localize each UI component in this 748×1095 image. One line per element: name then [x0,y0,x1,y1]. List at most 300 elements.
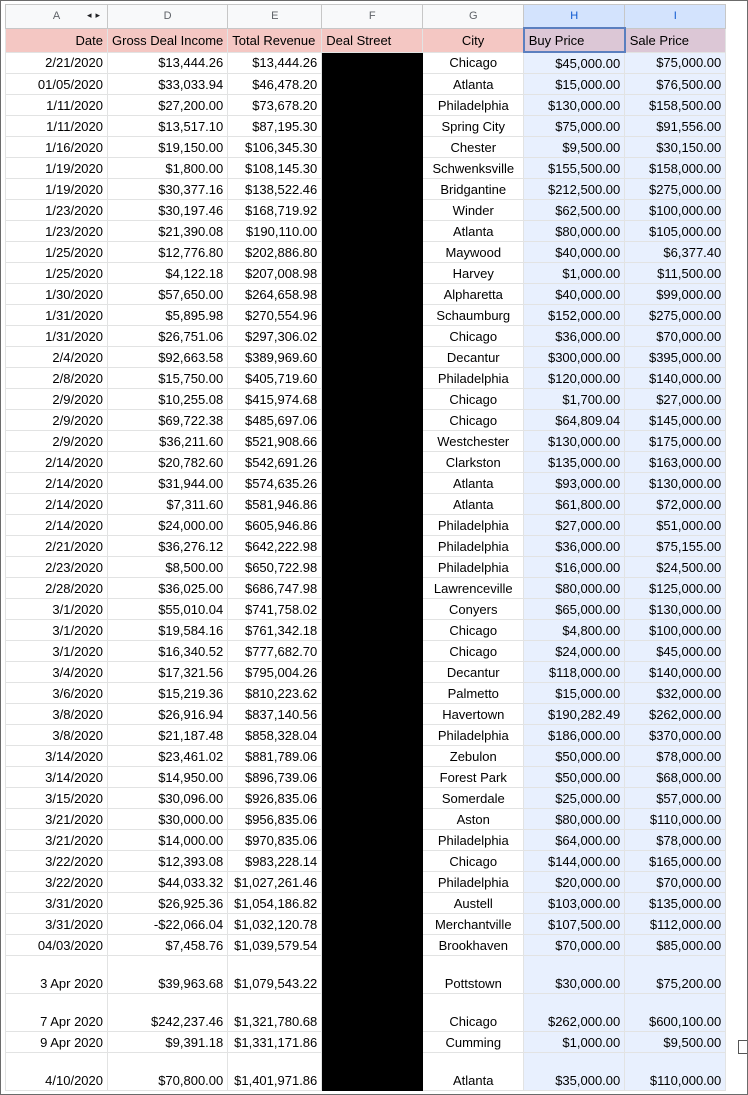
date-cell[interactable]: 2/14/2020 [6,494,108,515]
sale-price-cell[interactable]: $70,000.00 [625,326,726,347]
date-cell[interactable]: 1/11/2020 [6,116,108,137]
sale-price-cell[interactable]: $78,000.00 [625,830,726,851]
date-cell[interactable]: 3/6/2020 [6,683,108,704]
city-cell[interactable]: Atlanta [423,1053,524,1091]
buy-price-cell[interactable]: $15,000.00 [524,74,625,95]
redacted-deal-street-cell[interactable] [322,935,423,956]
redacted-deal-street-cell[interactable] [322,74,423,95]
buy-price-cell[interactable]: $186,000.00 [524,725,625,746]
sale-price-cell[interactable]: $51,000.00 [625,515,726,536]
date-cell[interactable]: 2/8/2020 [6,368,108,389]
total-revenue-cell[interactable]: $795,004.26 [228,662,322,683]
buy-price-cell[interactable]: $64,809.04 [524,410,625,431]
total-revenue-cell[interactable]: $605,946.86 [228,515,322,536]
total-revenue-cell[interactable]: $202,886.80 [228,242,322,263]
city-cell[interactable]: Atlanta [423,74,524,95]
total-revenue-cell[interactable]: $46,478.20 [228,74,322,95]
redacted-deal-street-cell[interactable] [322,620,423,641]
city-cell[interactable]: Chicago [423,994,524,1032]
gross-deal-income-cell[interactable]: $1,800.00 [108,158,228,179]
redacted-deal-street-cell[interactable] [322,515,423,536]
sale-price-cell[interactable]: $72,000.00 [625,494,726,515]
gross-deal-income-cell[interactable]: $23,461.02 [108,746,228,767]
total-revenue-cell[interactable]: $686,747.98 [228,578,322,599]
buy-price-cell[interactable]: $40,000.00 [524,284,625,305]
sale-price-cell[interactable]: $140,000.00 [625,662,726,683]
date-cell[interactable]: 1/31/2020 [6,326,108,347]
header-deal-street[interactable]: Deal Street [322,28,423,52]
city-cell[interactable]: Lawrenceville [423,578,524,599]
gross-deal-income-cell[interactable]: $26,925.36 [108,893,228,914]
date-cell[interactable]: 9 Apr 2020 [6,1032,108,1053]
date-cell[interactable]: 3/1/2020 [6,641,108,662]
column-header-g[interactable]: G [423,5,524,29]
date-cell[interactable]: 1/23/2020 [6,200,108,221]
redacted-deal-street-cell[interactable] [322,893,423,914]
redacted-deal-street-cell[interactable] [322,830,423,851]
buy-price-cell[interactable]: $1,000.00 [524,1032,625,1053]
buy-price-cell[interactable]: $103,000.00 [524,893,625,914]
total-revenue-cell[interactable]: $1,321,780.68 [228,994,322,1032]
sale-price-cell[interactable]: $11,500.00 [625,263,726,284]
gross-deal-income-cell[interactable]: $30,377.16 [108,179,228,200]
redacted-deal-street-cell[interactable] [322,452,423,473]
gross-deal-income-cell[interactable]: $21,187.48 [108,725,228,746]
date-cell[interactable]: 2/14/2020 [6,515,108,536]
total-revenue-cell[interactable]: $983,228.14 [228,851,322,872]
buy-price-cell[interactable]: $130,000.00 [524,95,625,116]
buy-price-cell[interactable]: $70,000.00 [524,935,625,956]
header-gross-deal-income[interactable]: Gross Deal Income [108,28,228,52]
total-revenue-cell[interactable]: $1,032,120.78 [228,914,322,935]
buy-price-cell[interactable]: $15,000.00 [524,683,625,704]
gross-deal-income-cell[interactable]: $30,096.00 [108,788,228,809]
redacted-deal-street-cell[interactable] [322,704,423,725]
date-cell[interactable]: 2/4/2020 [6,347,108,368]
gross-deal-income-cell[interactable]: $19,150.00 [108,137,228,158]
city-cell[interactable]: Somerdale [423,788,524,809]
city-cell[interactable]: Chicago [423,52,524,74]
gross-deal-income-cell[interactable]: $16,340.52 [108,641,228,662]
redacted-deal-street-cell[interactable] [322,284,423,305]
column-header-h[interactable]: H [524,5,625,29]
redacted-deal-street-cell[interactable] [322,1032,423,1053]
gross-deal-income-cell[interactable]: $70,800.00 [108,1053,228,1091]
city-cell[interactable]: Zebulon [423,746,524,767]
gross-deal-income-cell[interactable]: $9,391.18 [108,1032,228,1053]
gross-deal-income-cell[interactable]: $20,782.60 [108,452,228,473]
date-cell[interactable]: 1/16/2020 [6,137,108,158]
total-revenue-cell[interactable]: $1,054,186.82 [228,893,322,914]
total-revenue-cell[interactable]: $13,444.26 [228,52,322,74]
gross-deal-income-cell[interactable]: $36,025.00 [108,578,228,599]
date-cell[interactable]: 04/03/2020 [6,935,108,956]
gross-deal-income-cell[interactable]: $5,895.98 [108,305,228,326]
date-cell[interactable]: 1/19/2020 [6,179,108,200]
redacted-deal-street-cell[interactable] [322,641,423,662]
redacted-deal-street-cell[interactable] [322,851,423,872]
date-cell[interactable]: 3/14/2020 [6,767,108,788]
buy-price-cell[interactable]: $35,000.00 [524,1053,625,1091]
date-cell[interactable]: 3/1/2020 [6,620,108,641]
buy-price-cell[interactable]: $50,000.00 [524,767,625,788]
redacted-deal-street-cell[interactable] [322,389,423,410]
sale-price-cell[interactable]: $140,000.00 [625,368,726,389]
header-sale-price[interactable]: Sale Price [625,28,726,52]
city-cell[interactable]: Philadelphia [423,557,524,578]
gross-deal-income-cell[interactable]: $7,458.76 [108,935,228,956]
buy-price-cell[interactable]: $80,000.00 [524,221,625,242]
date-cell[interactable]: 2/9/2020 [6,431,108,452]
sale-price-cell[interactable]: $6,377.40 [625,242,726,263]
city-cell[interactable]: Chester [423,137,524,158]
redacted-deal-street-cell[interactable] [322,557,423,578]
column-header-f[interactable]: F [322,5,423,29]
city-cell[interactable]: Bridgantine [423,179,524,200]
buy-price-cell[interactable]: $190,282.49 [524,704,625,725]
gross-deal-income-cell[interactable]: $30,197.46 [108,200,228,221]
column-header-i[interactable]: I [625,5,726,29]
city-cell[interactable]: Austell [423,893,524,914]
redacted-deal-street-cell[interactable] [322,914,423,935]
city-cell[interactable]: Merchantville [423,914,524,935]
buy-price-cell[interactable]: $20,000.00 [524,872,625,893]
redacted-deal-street-cell[interactable] [322,221,423,242]
redacted-deal-street-cell[interactable] [322,347,423,368]
total-revenue-cell[interactable]: $207,008.98 [228,263,322,284]
gross-deal-income-cell[interactable]: -$22,066.04 [108,914,228,935]
date-cell[interactable]: 2/9/2020 [6,389,108,410]
total-revenue-cell[interactable]: $168,719.92 [228,200,322,221]
redacted-deal-street-cell[interactable] [322,305,423,326]
total-revenue-cell[interactable]: $1,079,543.22 [228,956,322,994]
buy-price-cell[interactable]: $61,800.00 [524,494,625,515]
buy-price-cell[interactable]: $16,000.00 [524,557,625,578]
gross-deal-income-cell[interactable]: $36,211.60 [108,431,228,452]
gross-deal-income-cell[interactable]: $14,950.00 [108,767,228,788]
date-cell[interactable]: 3/21/2020 [6,830,108,851]
city-cell[interactable]: Atlanta [423,221,524,242]
sale-price-cell[interactable]: $9,500.00 [625,1032,726,1053]
total-revenue-cell[interactable]: $485,697.06 [228,410,322,431]
gross-deal-income-cell[interactable]: $12,776.80 [108,242,228,263]
city-cell[interactable]: Chicago [423,389,524,410]
sale-price-cell[interactable]: $110,000.00 [625,1053,726,1091]
gross-deal-income-cell[interactable]: $4,122.18 [108,263,228,284]
city-cell[interactable]: Philadelphia [423,830,524,851]
total-revenue-cell[interactable]: $521,908.66 [228,431,322,452]
total-revenue-cell[interactable]: $761,342.18 [228,620,322,641]
sale-price-cell[interactable]: $112,000.00 [625,914,726,935]
total-revenue-cell[interactable]: $650,722.98 [228,557,322,578]
sale-price-cell[interactable]: $70,000.00 [625,872,726,893]
side-panel-toggle-icon[interactable] [738,1040,747,1054]
date-cell[interactable]: 3/21/2020 [6,809,108,830]
buy-price-cell[interactable]: $27,000.00 [524,515,625,536]
total-revenue-cell[interactable]: $642,222.98 [228,536,322,557]
gross-deal-income-cell[interactable]: $14,000.00 [108,830,228,851]
city-cell[interactable]: Philadelphia [423,515,524,536]
sale-price-cell[interactable]: $158,500.00 [625,95,726,116]
total-revenue-cell[interactable]: $810,223.62 [228,683,322,704]
total-revenue-cell[interactable]: $138,522.46 [228,179,322,200]
buy-price-cell[interactable]: $262,000.00 [524,994,625,1032]
total-revenue-cell[interactable]: $777,682.70 [228,641,322,662]
redacted-deal-street-cell[interactable] [322,263,423,284]
city-cell[interactable]: Pottstown [423,956,524,994]
gross-deal-income-cell[interactable]: $69,722.38 [108,410,228,431]
gross-deal-income-cell[interactable]: $26,916.94 [108,704,228,725]
sale-price-cell[interactable]: $75,155.00 [625,536,726,557]
sale-price-cell[interactable]: $275,000.00 [625,179,726,200]
city-cell[interactable]: Decantur [423,347,524,368]
buy-price-cell[interactable]: $36,000.00 [524,326,625,347]
buy-price-cell[interactable]: $130,000.00 [524,431,625,452]
gross-deal-income-cell[interactable]: $57,650.00 [108,284,228,305]
redacted-deal-street-cell[interactable] [322,683,423,704]
date-cell[interactable]: 01/05/2020 [6,74,108,95]
gross-deal-income-cell[interactable]: $15,750.00 [108,368,228,389]
header-date[interactable]: Date [6,28,108,52]
total-revenue-cell[interactable]: $574,635.26 [228,473,322,494]
gross-deal-income-cell[interactable]: $15,219.36 [108,683,228,704]
redacted-deal-street-cell[interactable] [322,956,423,994]
city-cell[interactable]: Westchester [423,431,524,452]
total-revenue-cell[interactable]: $190,110.00 [228,221,322,242]
total-revenue-cell[interactable]: $389,969.60 [228,347,322,368]
redacted-deal-street-cell[interactable] [322,746,423,767]
redacted-deal-street-cell[interactable] [322,1053,423,1091]
date-cell[interactable]: 2/28/2020 [6,578,108,599]
gross-deal-income-cell[interactable]: $21,390.08 [108,221,228,242]
redacted-deal-street-cell[interactable] [322,578,423,599]
sale-price-cell[interactable]: $130,000.00 [625,599,726,620]
city-cell[interactable]: Chicago [423,410,524,431]
buy-price-cell[interactable]: $62,500.00 [524,200,625,221]
city-cell[interactable]: Conyers [423,599,524,620]
city-cell[interactable]: Philadelphia [423,872,524,893]
redacted-deal-street-cell[interactable] [322,137,423,158]
total-revenue-cell[interactable]: $542,691.26 [228,452,322,473]
column-header-d[interactable]: D [108,5,228,29]
date-cell[interactable]: 1/11/2020 [6,95,108,116]
redacted-deal-street-cell[interactable] [322,494,423,515]
date-cell[interactable]: 3/8/2020 [6,725,108,746]
sale-price-cell[interactable]: $175,000.00 [625,431,726,452]
buy-price-cell[interactable]: $93,000.00 [524,473,625,494]
date-cell[interactable]: 3/14/2020 [6,746,108,767]
buy-price-cell[interactable]: $120,000.00 [524,368,625,389]
sale-price-cell[interactable]: $91,556.00 [625,116,726,137]
sale-price-cell[interactable]: $99,000.00 [625,284,726,305]
sale-price-cell[interactable]: $30,150.00 [625,137,726,158]
gross-deal-income-cell[interactable]: $13,517.10 [108,116,228,137]
sale-price-cell[interactable]: $75,000.00 [625,52,726,74]
date-cell[interactable]: 3/8/2020 [6,704,108,725]
total-revenue-cell[interactable]: $881,789.06 [228,746,322,767]
redacted-deal-street-cell[interactable] [322,368,423,389]
redacted-deal-street-cell[interactable] [322,809,423,830]
redacted-deal-street-cell[interactable] [322,536,423,557]
city-cell[interactable]: Atlanta [423,494,524,515]
sale-price-cell[interactable]: $105,000.00 [625,221,726,242]
gross-deal-income-cell[interactable]: $55,010.04 [108,599,228,620]
total-revenue-cell[interactable]: $1,039,579.54 [228,935,322,956]
total-revenue-cell[interactable]: $106,345.30 [228,137,322,158]
city-cell[interactable]: Schwenksville [423,158,524,179]
city-cell[interactable]: Brookhaven [423,935,524,956]
total-revenue-cell[interactable]: $581,946.86 [228,494,322,515]
buy-price-cell[interactable]: $118,000.00 [524,662,625,683]
sale-price-cell[interactable]: $135,000.00 [625,893,726,914]
sale-price-cell[interactable]: $165,000.00 [625,851,726,872]
city-cell[interactable]: Alpharetta [423,284,524,305]
sale-price-cell[interactable]: $370,000.00 [625,725,726,746]
date-cell[interactable]: 3/4/2020 [6,662,108,683]
sale-price-cell[interactable]: $110,000.00 [625,809,726,830]
gross-deal-income-cell[interactable]: $19,584.16 [108,620,228,641]
total-revenue-cell[interactable]: $108,145.30 [228,158,322,179]
buy-price-cell[interactable]: $65,000.00 [524,599,625,620]
date-cell[interactable]: 1/30/2020 [6,284,108,305]
sale-price-cell[interactable]: $395,000.00 [625,347,726,368]
sale-price-cell[interactable]: $163,000.00 [625,452,726,473]
sale-price-cell[interactable]: $24,500.00 [625,557,726,578]
date-cell[interactable]: 3/22/2020 [6,872,108,893]
buy-price-cell[interactable]: $80,000.00 [524,809,625,830]
total-revenue-cell[interactable]: $87,195.30 [228,116,322,137]
date-cell[interactable]: 2/14/2020 [6,473,108,494]
gross-deal-income-cell[interactable]: $26,751.06 [108,326,228,347]
gross-deal-income-cell[interactable]: $24,000.00 [108,515,228,536]
sale-price-cell[interactable]: $68,000.00 [625,767,726,788]
date-cell[interactable]: 1/25/2020 [6,242,108,263]
header-buy-price[interactable]: Buy Price [524,28,625,52]
date-cell[interactable]: 2/9/2020 [6,410,108,431]
date-cell[interactable]: 7 Apr 2020 [6,994,108,1032]
header-total-revenue[interactable]: Total Revenue [228,28,322,52]
date-cell[interactable]: 1/23/2020 [6,221,108,242]
gross-deal-income-cell[interactable]: $31,944.00 [108,473,228,494]
buy-price-cell[interactable]: $1,000.00 [524,263,625,284]
buy-price-cell[interactable]: $80,000.00 [524,578,625,599]
buy-price-cell[interactable]: $4,800.00 [524,620,625,641]
total-revenue-cell[interactable]: $297,306.02 [228,326,322,347]
date-cell[interactable]: 1/31/2020 [6,305,108,326]
city-cell[interactable]: Chicago [423,326,524,347]
sale-price-cell[interactable]: $32,000.00 [625,683,726,704]
redacted-deal-street-cell[interactable] [322,95,423,116]
city-cell[interactable]: Atlanta [423,473,524,494]
gross-deal-income-cell[interactable]: $242,237.46 [108,994,228,1032]
date-cell[interactable]: 1/19/2020 [6,158,108,179]
sale-price-cell[interactable]: $45,000.00 [625,641,726,662]
city-cell[interactable]: Chicago [423,641,524,662]
total-revenue-cell[interactable]: $970,835.06 [228,830,322,851]
date-cell[interactable]: 2/21/2020 [6,536,108,557]
date-cell[interactable]: 2/21/2020 [6,52,108,74]
buy-price-cell[interactable]: $30,000.00 [524,956,625,994]
total-revenue-cell[interactable]: $270,554.96 [228,305,322,326]
total-revenue-cell[interactable]: $837,140.56 [228,704,322,725]
gross-deal-income-cell[interactable]: $17,321.56 [108,662,228,683]
redacted-deal-street-cell[interactable] [322,767,423,788]
buy-price-cell[interactable]: $152,000.00 [524,305,625,326]
city-cell[interactable]: Chicago [423,851,524,872]
column-header-e[interactable]: E [228,5,322,29]
gross-deal-income-cell[interactable]: $39,963.68 [108,956,228,994]
sale-price-cell[interactable]: $100,000.00 [625,620,726,641]
total-revenue-cell[interactable]: $858,328.04 [228,725,322,746]
gross-deal-income-cell[interactable]: $12,393.08 [108,851,228,872]
date-cell[interactable]: 4/10/2020 [6,1053,108,1091]
buy-price-cell[interactable]: $40,000.00 [524,242,625,263]
total-revenue-cell[interactable]: $415,974.68 [228,389,322,410]
date-cell[interactable]: 2/23/2020 [6,557,108,578]
date-cell[interactable]: 3/22/2020 [6,851,108,872]
city-cell[interactable]: Aston [423,809,524,830]
buy-price-cell[interactable]: $24,000.00 [524,641,625,662]
redacted-deal-street-cell[interactable] [322,599,423,620]
buy-price-cell[interactable]: $155,500.00 [524,158,625,179]
redacted-deal-street-cell[interactable] [322,200,423,221]
buy-price-cell[interactable]: $300,000.00 [524,347,625,368]
city-cell[interactable]: Philadelphia [423,95,524,116]
sale-price-cell[interactable]: $262,000.00 [625,704,726,725]
redacted-deal-street-cell[interactable] [322,431,423,452]
redacted-deal-street-cell[interactable] [322,242,423,263]
gross-deal-income-cell[interactable]: $13,444.26 [108,52,228,74]
buy-price-cell[interactable]: $135,000.00 [524,452,625,473]
sale-price-cell[interactable]: $125,000.00 [625,578,726,599]
date-cell[interactable]: 3/31/2020 [6,893,108,914]
sale-price-cell[interactable]: $76,500.00 [625,74,726,95]
gross-deal-income-cell[interactable]: $33,033.94 [108,74,228,95]
column-header-a[interactable]: A ◂▸ [6,5,108,29]
city-cell[interactable]: Schaumburg [423,305,524,326]
city-cell[interactable]: Harvey [423,263,524,284]
gross-deal-income-cell[interactable]: $8,500.00 [108,557,228,578]
sale-price-cell[interactable]: $27,000.00 [625,389,726,410]
redacted-deal-street-cell[interactable] [322,788,423,809]
buy-price-cell[interactable]: $36,000.00 [524,536,625,557]
buy-price-cell[interactable]: $64,000.00 [524,830,625,851]
buy-price-cell[interactable]: $50,000.00 [524,746,625,767]
buy-price-cell[interactable]: $45,000.00 [524,52,625,74]
city-cell[interactable]: Philadelphia [423,536,524,557]
sale-price-cell[interactable]: $158,000.00 [625,158,726,179]
sale-price-cell[interactable]: $130,000.00 [625,473,726,494]
redacted-deal-street-cell[interactable] [322,410,423,431]
sale-price-cell[interactable]: $100,000.00 [625,200,726,221]
sale-price-cell[interactable]: $57,000.00 [625,788,726,809]
date-cell[interactable]: 3/1/2020 [6,599,108,620]
city-cell[interactable]: Palmetto [423,683,524,704]
redacted-deal-street-cell[interactable] [322,662,423,683]
total-revenue-cell[interactable]: $264,658.98 [228,284,322,305]
total-revenue-cell[interactable]: $1,331,171.86 [228,1032,322,1053]
buy-price-cell[interactable]: $1,700.00 [524,389,625,410]
date-cell[interactable]: 1/25/2020 [6,263,108,284]
city-cell[interactable]: Forest Park [423,767,524,788]
sale-price-cell[interactable]: $78,000.00 [625,746,726,767]
header-city[interactable]: City [423,28,524,52]
redacted-deal-street-cell[interactable] [322,326,423,347]
sale-price-cell[interactable]: $600,100.00 [625,994,726,1032]
sale-price-cell[interactable]: $85,000.00 [625,935,726,956]
hidden-columns-arrows-icon[interactable]: ◂▸ [86,10,104,20]
date-cell[interactable]: 2/14/2020 [6,452,108,473]
